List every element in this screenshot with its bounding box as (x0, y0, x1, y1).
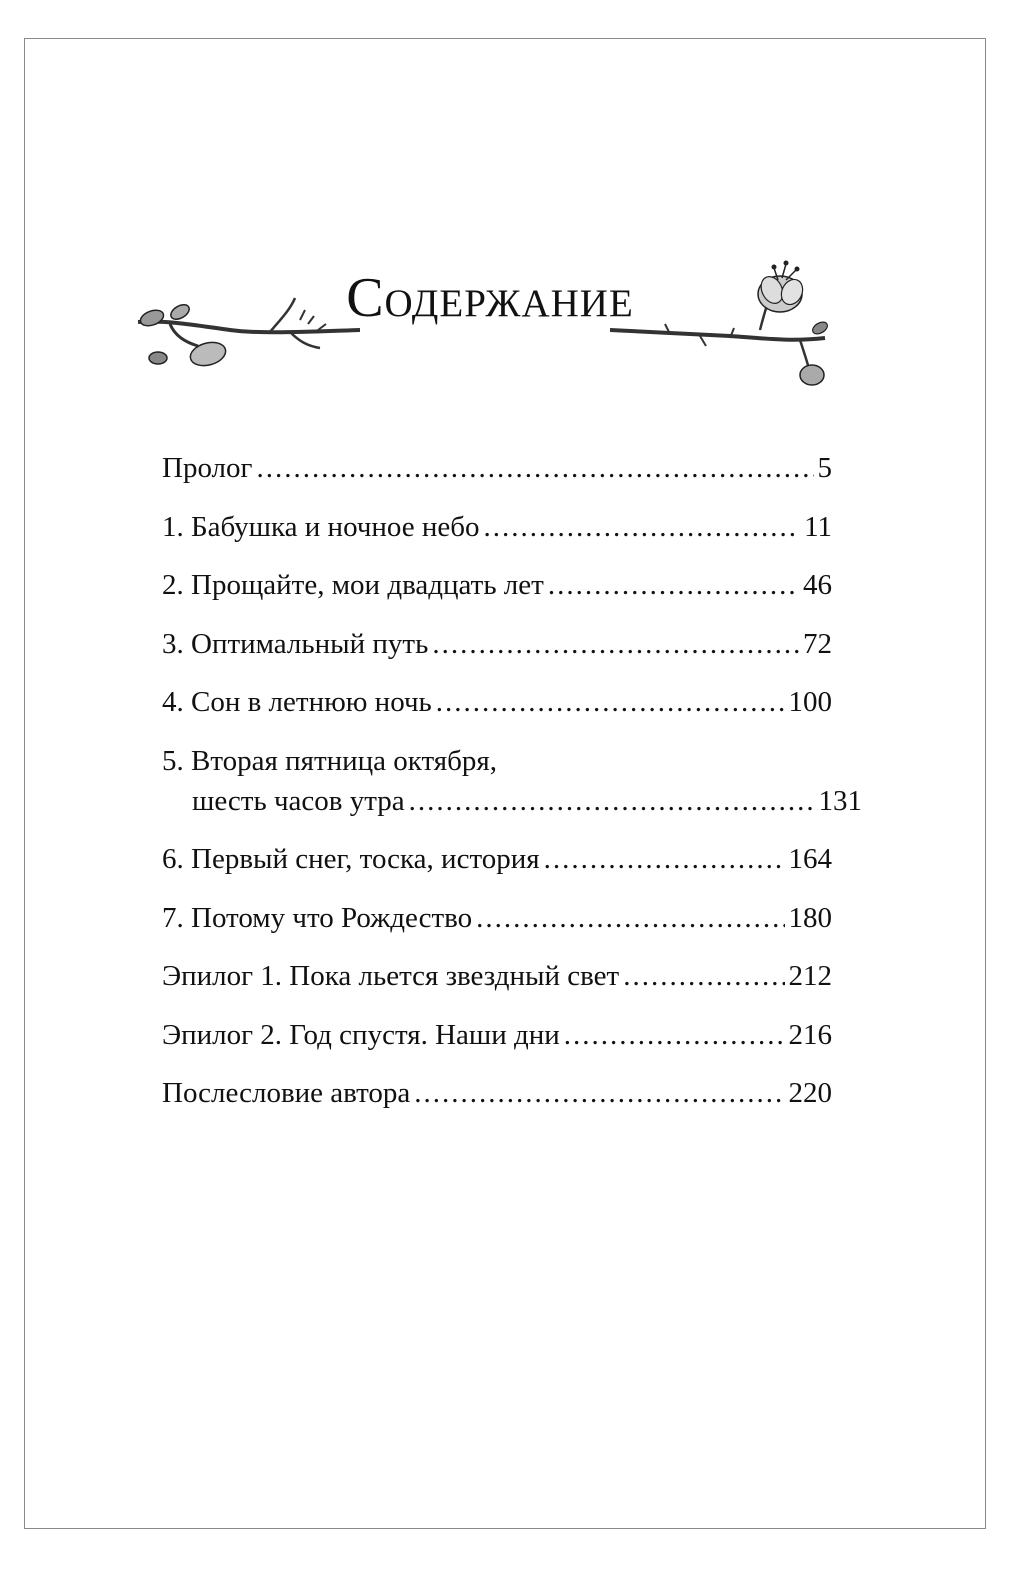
toc-entry-title-continued: шесть часов утра (192, 784, 405, 817)
table-of-contents (162, 448, 862, 1132)
leader-dots (414, 1073, 784, 1113)
toc-entry-page: 46 (803, 569, 832, 601)
leader-dots (564, 1015, 785, 1055)
toc-entry-title: 6. Первый снег, тоска, история (162, 843, 540, 875)
toc-entry-page: 220 (788, 1077, 832, 1109)
toc-entry-page: 131 (818, 784, 862, 817)
toc-entry[interactable] (162, 507, 832, 547)
title-block (130, 250, 850, 400)
toc-entry[interactable] (162, 448, 832, 488)
page-title: Содержание (346, 267, 634, 329)
toc-entry[interactable] (162, 839, 832, 879)
toc-entry-title: Послесловие автора (162, 1077, 411, 1109)
toc-entry-page: 180 (788, 901, 832, 934)
toc-entry-title: 3. Оптимальный путь (162, 627, 429, 660)
toc-entry-title: 7. Потому что Рождество (162, 901, 473, 934)
toc-entry-page: 100 (788, 686, 832, 718)
leader-dots (432, 624, 799, 664)
leader-dots (476, 898, 784, 938)
toc-entry-title: Пролог (162, 452, 253, 484)
leader-dots (409, 781, 815, 821)
toc-entry-page: 11 (804, 510, 832, 543)
toc-entry[interactable] (162, 1015, 832, 1055)
branch-right-ornament (610, 250, 850, 390)
toc-entry[interactable] (162, 956, 832, 996)
leader-dots (484, 507, 801, 547)
leader-dots (256, 448, 813, 488)
toc-entry[interactable] (162, 898, 832, 938)
toc-entry-page: 212 (788, 960, 832, 992)
toc-entry-title: Эпилог 1. Пока льется звездный свет (162, 960, 620, 992)
toc-entry-title: 1. Бабушка и ночное небо (162, 510, 480, 543)
toc-entry-page: 72 (803, 627, 832, 660)
toc-entry-page: 216 (788, 1018, 832, 1051)
leader-dots (544, 839, 785, 879)
toc-entry-title: 4. Сон в летнюю ночь (162, 686, 432, 718)
toc-entry-page: 164 (788, 843, 832, 875)
toc-entry[interactable] (162, 682, 832, 722)
leader-dots (623, 956, 784, 996)
toc-entry-title: Эпилог 2. Год спустя. Наши дни (162, 1018, 560, 1051)
toc-entry[interactable] (162, 741, 862, 821)
toc-entry[interactable] (162, 1073, 832, 1113)
toc-entry-title: 5. Вторая пятница октября, (162, 744, 497, 777)
toc-entry[interactable] (162, 624, 832, 664)
toc-entry-title: 2. Прощайте, мои двадцать лет (162, 569, 544, 601)
toc-entry[interactable] (162, 565, 832, 605)
leader-dots (548, 565, 799, 605)
toc-entry-page: 5 (817, 452, 832, 484)
leader-dots (436, 682, 785, 722)
